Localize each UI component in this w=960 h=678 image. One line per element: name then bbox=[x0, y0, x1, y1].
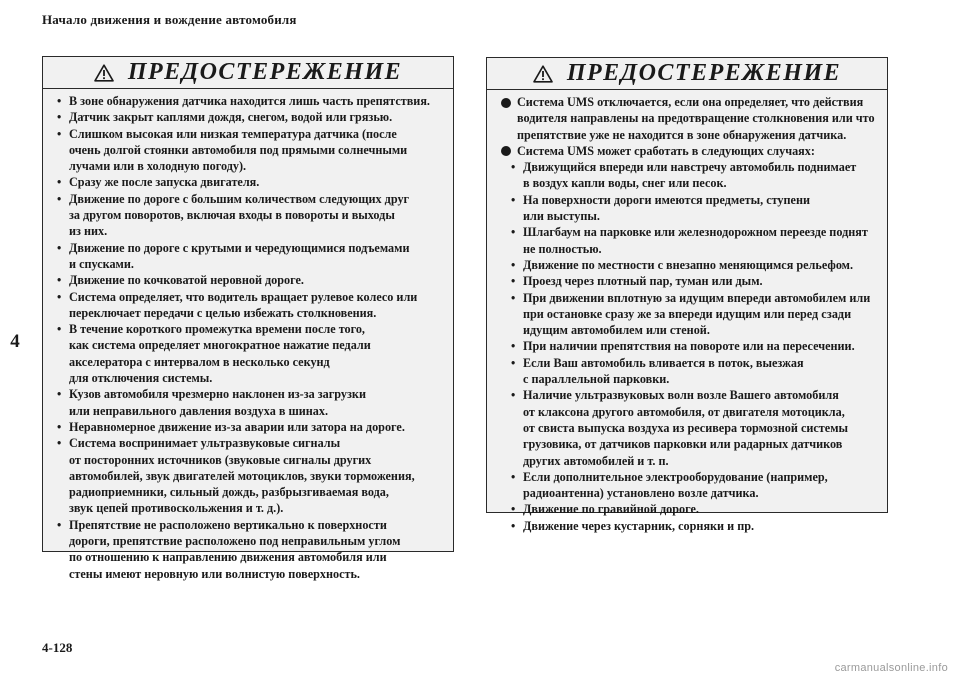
list-item-text: или выступы. bbox=[523, 209, 600, 224]
list-item-text: водителя направлены на предотвращение столкновения или что bbox=[517, 111, 875, 126]
list-item-text: Система воспринимает ультразвуковые сигналы bbox=[69, 436, 341, 451]
list-item bbox=[499, 501, 879, 517]
warning-box-right-header bbox=[487, 58, 887, 90]
bullet-icon: • bbox=[511, 160, 516, 175]
list-item-text: за другом поворотов, включая входы в повороты и выходы bbox=[69, 208, 395, 223]
list-item bbox=[499, 192, 879, 225]
list-item-text: препятствие уже не находится в зоне обнаружения датчика. bbox=[517, 127, 847, 142]
bullet-icon: • bbox=[57, 419, 62, 434]
bullet-icon: • bbox=[511, 257, 516, 272]
list-item-text: с параллельной парковки. bbox=[523, 372, 670, 387]
list-item bbox=[55, 419, 445, 435]
list-item-text: В течение короткого промежутка времени после того, bbox=[69, 322, 365, 337]
list-item-text: На поверхности дороги имеются предметы, ступени bbox=[523, 192, 811, 207]
bullet-icon: • bbox=[511, 469, 516, 484]
list-item bbox=[499, 338, 879, 354]
list-item-text: Движущийся впереди или навстречу автомобиль поднимает bbox=[523, 160, 857, 175]
list-item-text: Система определяет, что водитель вращает рулевое колесо или bbox=[69, 289, 418, 304]
bullet-icon: • bbox=[57, 436, 62, 451]
list-item bbox=[55, 386, 445, 419]
list-item-text: Система UMS может сработать в следующих случаях: bbox=[517, 143, 815, 158]
bullet-icon: • bbox=[57, 517, 62, 532]
list-item-text: не полностью. bbox=[523, 241, 602, 256]
bullet-icon: • bbox=[511, 518, 516, 533]
list-item bbox=[499, 224, 879, 257]
list-item-text: Система UMS отключается, если она определяет, что действия bbox=[517, 95, 864, 109]
warning-triangle-icon bbox=[94, 64, 114, 82]
list-item-text: Неравномерное движение из-за аварии или затора на дороге. bbox=[69, 419, 405, 434]
bullet-icon: • bbox=[511, 502, 516, 517]
list-item-text: Кузов автомобиля чрезмерно наклонен из-за загрузки bbox=[69, 387, 366, 402]
list-item-text: Слишком высокая или низкая температура датчика (после bbox=[69, 126, 397, 141]
list-item-text: или неправильного давления воздуха в шинах. bbox=[69, 403, 329, 418]
list-item-text: радиоантенна) установлено возле датчика. bbox=[523, 486, 759, 501]
list-item bbox=[499, 94, 879, 143]
list-item-text: Движение по кочковатой неровной дороге. bbox=[69, 273, 304, 288]
list-item-text: Движение по местности с внезапно меняющимся рельефом. bbox=[523, 257, 854, 272]
warning-box-left bbox=[42, 56, 454, 581]
list-item-text: автомобилей, звук двигателей мотоциклов, звуки торможения, bbox=[69, 468, 415, 483]
list-item-text: в воздух капли воды, снег или песок. bbox=[523, 176, 727, 191]
list-item bbox=[55, 191, 445, 240]
list-item-text: Сразу же после запуска двигателя. bbox=[69, 175, 260, 190]
list-item-text: очень долгой стоянки автомобиля под прямыми солнечными bbox=[69, 142, 408, 157]
list-item-text: как система определяет многократное нажатие педали bbox=[69, 338, 371, 353]
chapter-tab: 4 bbox=[10, 331, 20, 352]
list-item-text: радиоприемники, сильный дождь, разбрызгиваемая вода, bbox=[69, 485, 389, 500]
list-item-text: звук цепей противоскольжения и т. д.). bbox=[69, 501, 284, 516]
list-item bbox=[55, 435, 445, 516]
list-item-text: грузовика, от датчиков парковки или радарных датчиков bbox=[523, 437, 843, 452]
filled-circle-bullet-icon bbox=[501, 146, 511, 156]
bullet-icon: • bbox=[57, 191, 62, 206]
list-item-text: акселератора с интервалом в несколько секунд bbox=[69, 354, 330, 369]
bullet-icon: • bbox=[57, 322, 62, 337]
list-item bbox=[499, 469, 879, 502]
list-item-text: Шлагбаум на парковке или железнодорожном переезде поднят bbox=[523, 225, 868, 240]
list-item-text: от посторонних источников (звуковые сигналы других bbox=[69, 452, 372, 467]
list-item-text: от свиста выпуска воздуха из ресивера тормозной системы bbox=[523, 420, 849, 435]
list-item bbox=[499, 355, 879, 388]
watermark: carmanualsonline.info bbox=[834, 662, 948, 674]
list-item-text: других автомобилей и т. п. bbox=[523, 453, 669, 468]
list-item-text: по отношению к направлению движения автомобиля или bbox=[69, 550, 387, 565]
list-item-text: и спусками. bbox=[69, 256, 134, 271]
page-number: 4-128 bbox=[42, 640, 73, 655]
warning-title: ПРЕДОСТЕРЕЖЕНИЕ bbox=[127, 59, 403, 85]
bullet-icon: • bbox=[511, 355, 516, 370]
bullet-icon: • bbox=[511, 225, 516, 240]
warning-box-left-header bbox=[43, 57, 453, 89]
list-item-text: лучами или в холодную погоду). bbox=[69, 159, 247, 174]
bullet-icon: • bbox=[511, 290, 516, 305]
warning-triangle-icon bbox=[533, 65, 553, 83]
bullet-icon: • bbox=[57, 387, 62, 402]
list-item bbox=[55, 321, 445, 386]
list-item-text: переключает передачи с целью избежать столкновения. bbox=[69, 305, 377, 320]
list-item-text: идущим автомобилем или стеной. bbox=[523, 323, 710, 338]
list-item bbox=[55, 93, 445, 109]
list-item bbox=[499, 257, 879, 273]
bullet-icon: • bbox=[57, 289, 62, 304]
list-item bbox=[55, 126, 445, 175]
bullet-icon: • bbox=[57, 175, 62, 190]
bullet-icon: • bbox=[57, 240, 62, 255]
page-header-title: Начало движения и вождение автомобиля bbox=[42, 12, 297, 27]
bullet-icon: • bbox=[511, 388, 516, 403]
list-item bbox=[499, 518, 879, 534]
list-item-text: дороги, препятствие расположено под неправильным углом bbox=[69, 534, 401, 549]
list-item-text: Движение по дороге с большим количеством следующих друг bbox=[69, 191, 410, 206]
list-item-text: Движение по гравийной дороге. bbox=[523, 502, 699, 517]
list-item bbox=[55, 272, 445, 288]
list-item-text: При движении вплотную за идущим впереди автомобилем или bbox=[523, 290, 871, 305]
list-item-text: При наличии препятствия на повороте или на пересечении. bbox=[523, 339, 855, 354]
bullet-icon: • bbox=[57, 110, 62, 125]
list-item bbox=[55, 240, 445, 273]
list-item bbox=[55, 174, 445, 190]
bullet-icon: • bbox=[511, 339, 516, 354]
list-item-text: Датчик закрыт каплями дождя, снегом, водой или грязью. bbox=[69, 110, 393, 125]
list-item bbox=[499, 290, 879, 339]
list-item-text: Препятствие не расположено вертикально к поверхности bbox=[69, 517, 387, 532]
list-item bbox=[499, 143, 879, 159]
warning-box-right bbox=[486, 57, 888, 533]
bullet-icon: • bbox=[57, 94, 62, 108]
list-item bbox=[499, 273, 879, 289]
filled-circle-bullet-icon bbox=[501, 98, 511, 108]
list-item bbox=[55, 109, 445, 125]
bullet-icon: • bbox=[511, 274, 516, 289]
list-item-text: Если Ваш автомобиль вливается в поток, выезжая bbox=[523, 355, 804, 370]
list-item-text: от клаксона другого автомобиля, от двигателя мотоцикла, bbox=[523, 404, 845, 419]
bullet-icon: • bbox=[57, 273, 62, 288]
list-item-text: при остановке сразу же за впереди идущим или перед сзади bbox=[523, 306, 852, 321]
list-item-text: Если дополнительное электрооборудование (например, bbox=[523, 469, 828, 484]
list-item-text: Наличие ультразвуковых волн возле Вашего автомобиля bbox=[523, 388, 839, 403]
warning-title: ПРЕДОСТЕРЕЖЕНИЕ bbox=[566, 60, 842, 86]
list-item bbox=[499, 159, 879, 192]
bullet-icon: • bbox=[511, 192, 516, 207]
list-item-text: Движение через кустарник, сорняки и пр. bbox=[523, 518, 755, 533]
list-item-text: стены имеют неровную или волнистую поверхность. bbox=[69, 566, 360, 581]
warning-box-right-body bbox=[487, 90, 887, 534]
list-item bbox=[499, 387, 879, 468]
list-item-text: Проезд через плотный пар, туман или дым. bbox=[523, 274, 763, 289]
list-item-text: для отключения системы. bbox=[69, 371, 213, 386]
list-item bbox=[55, 517, 445, 582]
list-item-text: Движение по дороге с крутыми и чередующимися подъемами bbox=[69, 240, 410, 255]
list-item-text: В зоне обнаружения датчика находится лишь часть препятствия. bbox=[69, 94, 430, 108]
list-item-text: из них. bbox=[69, 224, 108, 239]
warning-box-left-body bbox=[43, 89, 453, 582]
bullet-icon: • bbox=[57, 126, 62, 141]
list-item bbox=[55, 289, 445, 322]
